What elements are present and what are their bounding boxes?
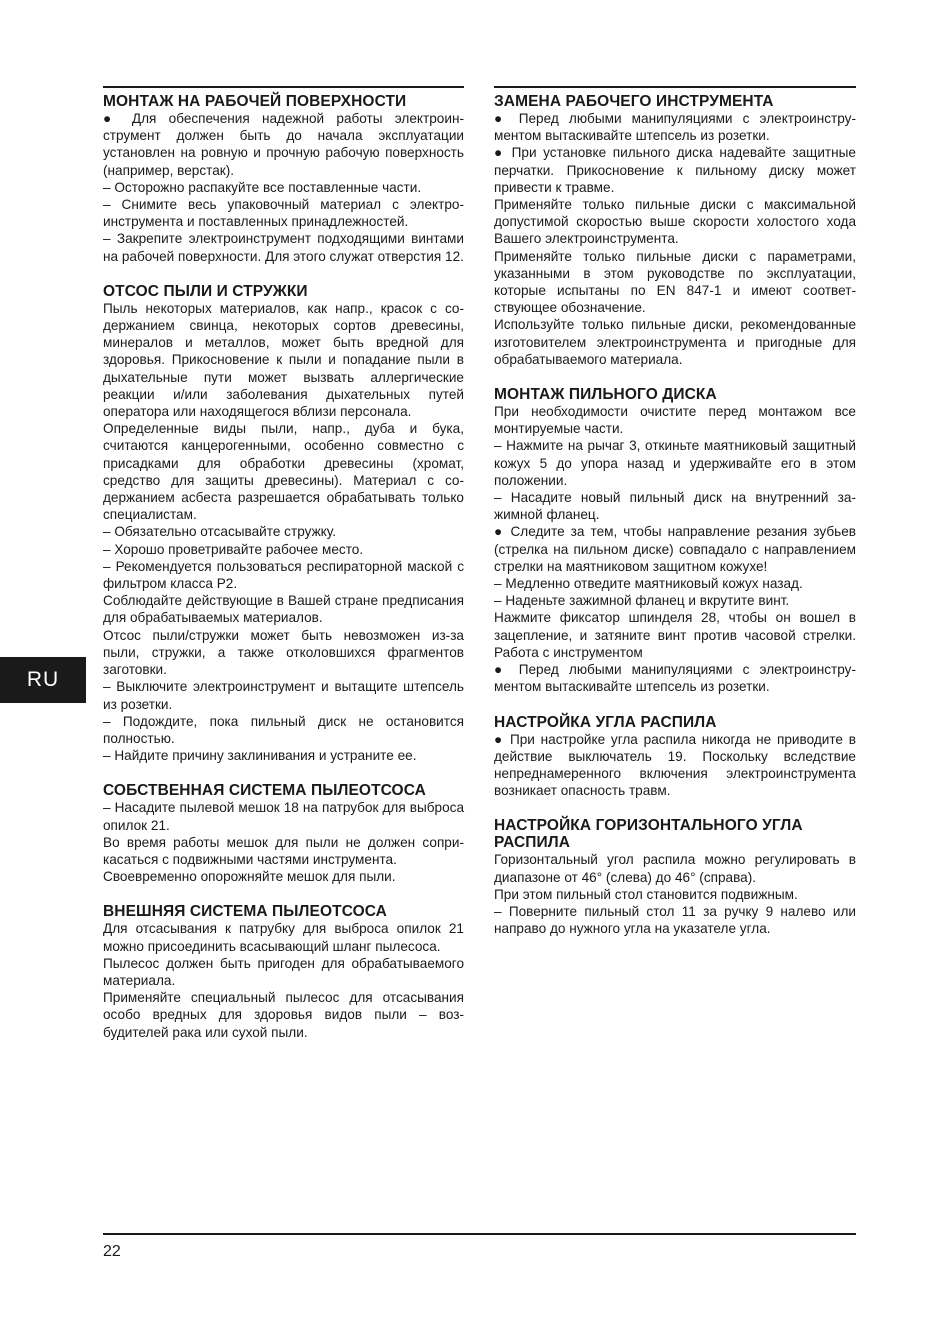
paragraph: – Подождите, пока пильный диск не остановится полностью. [103, 713, 464, 746]
section-heading: ВНЕШНЯЯ СИСТЕМА ПЫЛЕОТСОСА [103, 903, 387, 921]
paragraph: ● Перед любыми манипуляциями с электроинструментом вытаскивайте штепсель из розетки. [494, 111, 856, 144]
paragraph: Во время работы мешок для пыли не должен соприкасаться с подвижными частями инструмента. [103, 834, 464, 867]
paragraph: Горизонтальный угол распила можно регулировать в диапазоне от 46° (слева) до 46° (справа). [494, 852, 856, 885]
top-rule-left [103, 86, 464, 88]
paragraph: Для отсасывания к патрубку для выброса опилок 21 можно присоединить всасывающий шланг пылесоса. [103, 921, 464, 954]
section [103, 782, 464, 885]
section-heading: СОБСТВЕННАЯ СИСТЕМА ПЫЛЕОТСОСА [103, 782, 426, 800]
paragraph: При этом пильный стол становится подвижным. [494, 886, 798, 902]
page-number: 22 [103, 1243, 121, 1260]
paragraph: Пыль некоторых материалов, как напр., красок с содержанием свинца, некоторых сортов древесины, минералов и металлов, может быть вредной для здоровья. Прикосновение к пыли и попадание пыли в дыхательные пути может вызвать аллергические реакции и/или заболевания дыхательных путей оператора или находящегося вблизи персонала. [103, 300, 464, 420]
section [103, 283, 464, 764]
paragraph: – Нажмите на рычаг 3, откиньте маятниковый защитный кожух 5 до упора назад и удерживайте его в этом положении. [494, 438, 856, 488]
paragraph: Отсос пыли/стружки может быть невозможен из-за пыли, стружки, а также отколовшихся фрагментов заготовки. [103, 627, 464, 678]
paragraph: – Выключите электроинструмент и вытащите штепсель из розетки. [103, 679, 464, 712]
section-heading: МОНТАЖ ПИЛЬНОГО ДИСКА [494, 386, 717, 404]
section [494, 93, 856, 368]
bottom-rule [103, 1233, 856, 1235]
paragraph: – Найдите причину заклинивания и устраните ее. [103, 748, 417, 764]
paragraph: ● Для обеспечения надежной работы электроинструмент должен быть до начала эксплуатации установлен на ровную и прочную рабочую поверхность (например, верстак). [103, 111, 464, 178]
paragraph: Пылесос должен быть пригоден для обрабатываемого материала. [103, 955, 464, 988]
paragraph: ● При настройке угла распила никогда не приводите в действие выключатель 19. Поскольку вследствие непреднамеренного включения электроинструмента возникает опасность травм. [494, 731, 856, 799]
paragraph: – Обязательно отсасывайте стружку. [103, 524, 336, 540]
section [494, 386, 856, 695]
section [494, 817, 856, 937]
paragraph: Своевременно опорожняйте мешок для пыли. [103, 869, 396, 885]
paragraph: – Медленно отведите маятниковый кожух назад. [494, 576, 803, 592]
paragraph: Соблюдайте действующие в Вашей стране предписания для обрабатываемых материалов. [103, 593, 464, 626]
section-heading: ЗАМЕНА РАБОЧЕГО ИНСТРУМЕНТА [494, 93, 774, 110]
paragraph: – Хорошо проветривайте рабочее место. [103, 541, 364, 557]
language-tab: RU [0, 657, 86, 703]
paragraph: – Снимите весь упаковочный материал с электроинструмента и поставленных принадлежностей. [103, 197, 464, 230]
right-column [494, 93, 856, 955]
left-column [103, 93, 464, 1059]
paragraph: Определенные виды пыли, напр., дуба и бука, считаются канцерогенными, особенно совместно с присадками для обработки древесины (хромат, средство для защиты древесины). Материал с содержанием асбеста разрешается обрабатывать только специалистам. [103, 421, 464, 523]
paragraph: – Насадите новый пильный диск на внутренний зажимной фланец. [494, 490, 856, 523]
section [103, 903, 464, 1040]
paragraph: Применяйте специальный пылесос для отсасывания особо вредных для здоровья видов пыли – возбудителей рака или сухой пыли. [103, 990, 464, 1040]
section [494, 714, 856, 800]
paragraph: – Поверните пильный стол 11 за ручку 9 налево или направо до нужного угла на указателе угла. [494, 903, 856, 937]
paragraph: ● Следите за тем, чтобы направление резания зубьев (стрелка на пильном диске) совпадало с направлением стрелки на маятниковом защитном кожухе! [494, 524, 856, 574]
paragraph: Нажмите фиксатор шпинделя 28, чтобы он вошел в зацепление, и затяните винт против часовой стрелки. Работа с инструментом [494, 610, 856, 660]
section-heading: ОТСОС ПЫЛИ И СТРУЖКИ [103, 282, 308, 300]
section-heading: НАСТРОЙКА УГЛА РАСПИЛА [494, 713, 717, 731]
paragraph: – Насадите пылевой мешок 18 на патрубок для выброса опилок 21. [103, 800, 464, 833]
paragraph: При необходимости очистите перед монтажом все монтируемые части. [494, 404, 856, 437]
paragraph: – Осторожно распакуйте все поставленные части. [103, 179, 422, 195]
section [103, 93, 464, 265]
paragraph: – Рекомендуется пользоваться респираторной маской с фильтром класса Р2. [103, 558, 464, 592]
paragraph: – Наденьте зажимной фланец и вкрутите винт. [494, 593, 790, 609]
paragraph: Используйте только пильные диски, рекомендованные изготовителем электроинструмента и пригодные для обрабатываемого материала. [494, 317, 856, 367]
paragraph: ● При установке пильного диска надевайте защитные перчатки. Прикосновение к пильному диску может привести к травме. [494, 145, 856, 195]
section-heading: МОНТАЖ НА РАБОЧЕЙ ПОВЕРХНОСТИ [103, 93, 407, 110]
paragraph: – Закрепите электроинструмент подходящими винтами на рабочей поверхности. Для этого служат отверстия 12. [103, 231, 464, 264]
paragraph: Применяйте только пильные диски с параметрами, указанными в этом руководстве по эксплуатации, которые испытаны по EN 847-1 и имеют соответствующее обозначение. [494, 248, 856, 316]
section-heading: НАСТРОЙКА ГОРИЗОНТАЛЬНОГО УГЛА РАСПИЛА [494, 817, 803, 852]
top-rule-right [494, 86, 856, 88]
paragraph: Применяйте только пильные диски с максимальной допустимой скоростью выше скорости холостого хода Вашего электроинструмента. [494, 197, 856, 247]
paragraph: ● Перед любыми манипуляциями с электроинструментом вытаскивайте штепсель из розетки. [494, 662, 856, 695]
